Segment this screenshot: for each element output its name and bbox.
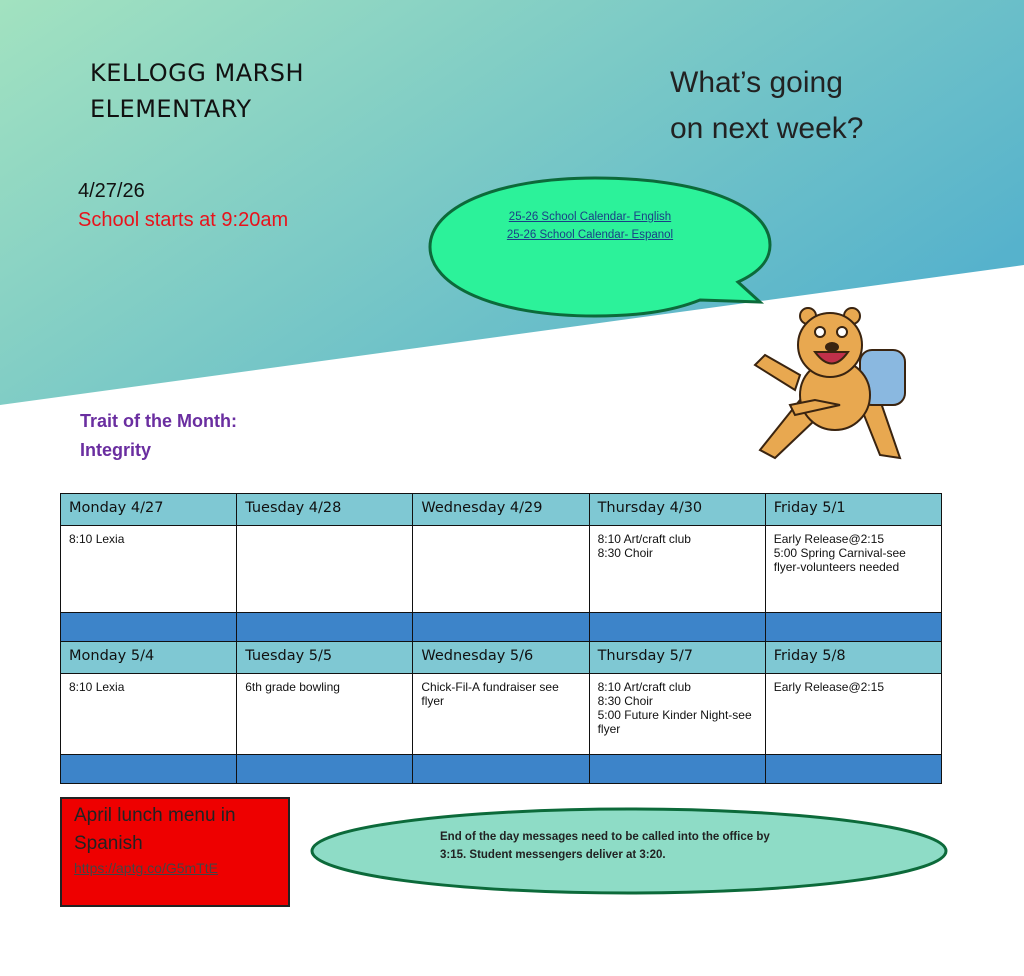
- day-header: Monday 4/27: [61, 494, 237, 526]
- school-name-line2: ELEMENTARY: [90, 95, 252, 123]
- day-header: Friday 5/1: [765, 494, 941, 526]
- day-events: Early Release@2:15: [765, 674, 941, 755]
- school-name-line1: KELLOGG MARSH: [90, 59, 305, 87]
- school-start-time: School starts at 9:20am: [78, 209, 289, 231]
- separator-row: [61, 613, 942, 642]
- day-header: Monday 5/4: [61, 642, 237, 674]
- headline-line2: on next week?: [670, 112, 864, 145]
- headline-line1: What’s going: [670, 66, 843, 99]
- separator-cell: [61, 613, 237, 642]
- messages-notice: End of the day messages need to be called into the office by 3:15. Student messengers deliver at 3:20.: [440, 831, 770, 861]
- lunch-menu-link[interactable]: https://aptg.co/G5mTtE: [74, 860, 218, 876]
- day-events: 8:10 Lexia: [61, 674, 237, 755]
- day-events: 6th grade bowling: [237, 674, 413, 755]
- week2-header-row: [61, 642, 942, 674]
- day-events: 8:10 Lexia: [61, 526, 237, 613]
- day-header: Wednesday 5/6: [413, 642, 589, 674]
- day-events: [237, 526, 413, 613]
- separator-cell: [589, 613, 765, 642]
- week-date: 4/27/26: [78, 180, 145, 202]
- day-events: 8:10 Art/craft club 8:30 Choir: [589, 526, 765, 613]
- separator-cell: [765, 755, 941, 784]
- weekly-schedule-table: [60, 493, 942, 784]
- separator-cell: [765, 613, 941, 642]
- day-header: Friday 5/8: [765, 642, 941, 674]
- day-header: Wednesday 4/29: [413, 494, 589, 526]
- day-header: Tuesday 4/28: [237, 494, 413, 526]
- day-events: Chick-Fil-A fundraiser see flyer: [413, 674, 589, 755]
- trait-of-month: [80, 407, 237, 465]
- trait-label: Trait of the Month:: [80, 411, 237, 431]
- headline: [670, 60, 863, 152]
- bear-mascot-icon: [755, 308, 905, 458]
- week1-events-row: [61, 526, 942, 613]
- day-header: Thursday 5/7: [589, 642, 765, 674]
- separator-cell: [413, 755, 589, 784]
- separator-cell: [61, 755, 237, 784]
- lunch-menu-title: April lunch menu in Spanish: [74, 805, 236, 854]
- school-name: [90, 55, 304, 127]
- separator-cell: [589, 755, 765, 784]
- separator-row: [61, 755, 942, 784]
- trait-value: Integrity: [80, 440, 152, 460]
- day-events: Early Release@2:15 5:00 Spring Carnival-see flyer-volunteers needed: [765, 526, 941, 613]
- day-events: [413, 526, 589, 613]
- separator-cell: [237, 755, 413, 784]
- speech-bubble: [430, 178, 770, 316]
- separator-cell: [237, 613, 413, 642]
- calendar-english-link[interactable]: 25-26 School Calendar- English: [508, 211, 672, 223]
- lunch-menu-box: [60, 797, 290, 907]
- week1-header-row: [61, 494, 942, 526]
- day-header: Thursday 4/30: [589, 494, 765, 526]
- week2-events-row: [61, 674, 942, 755]
- day-header: Tuesday 5/5: [237, 642, 413, 674]
- day-events: 8:10 Art/craft club 8:30 Choir 5:00 Future Kinder Night-see flyer: [589, 674, 765, 755]
- calendar-links: [470, 208, 710, 244]
- calendar-espanol-link[interactable]: 25-26 School Calendar- Espanol: [506, 229, 674, 241]
- separator-cell: [413, 613, 589, 642]
